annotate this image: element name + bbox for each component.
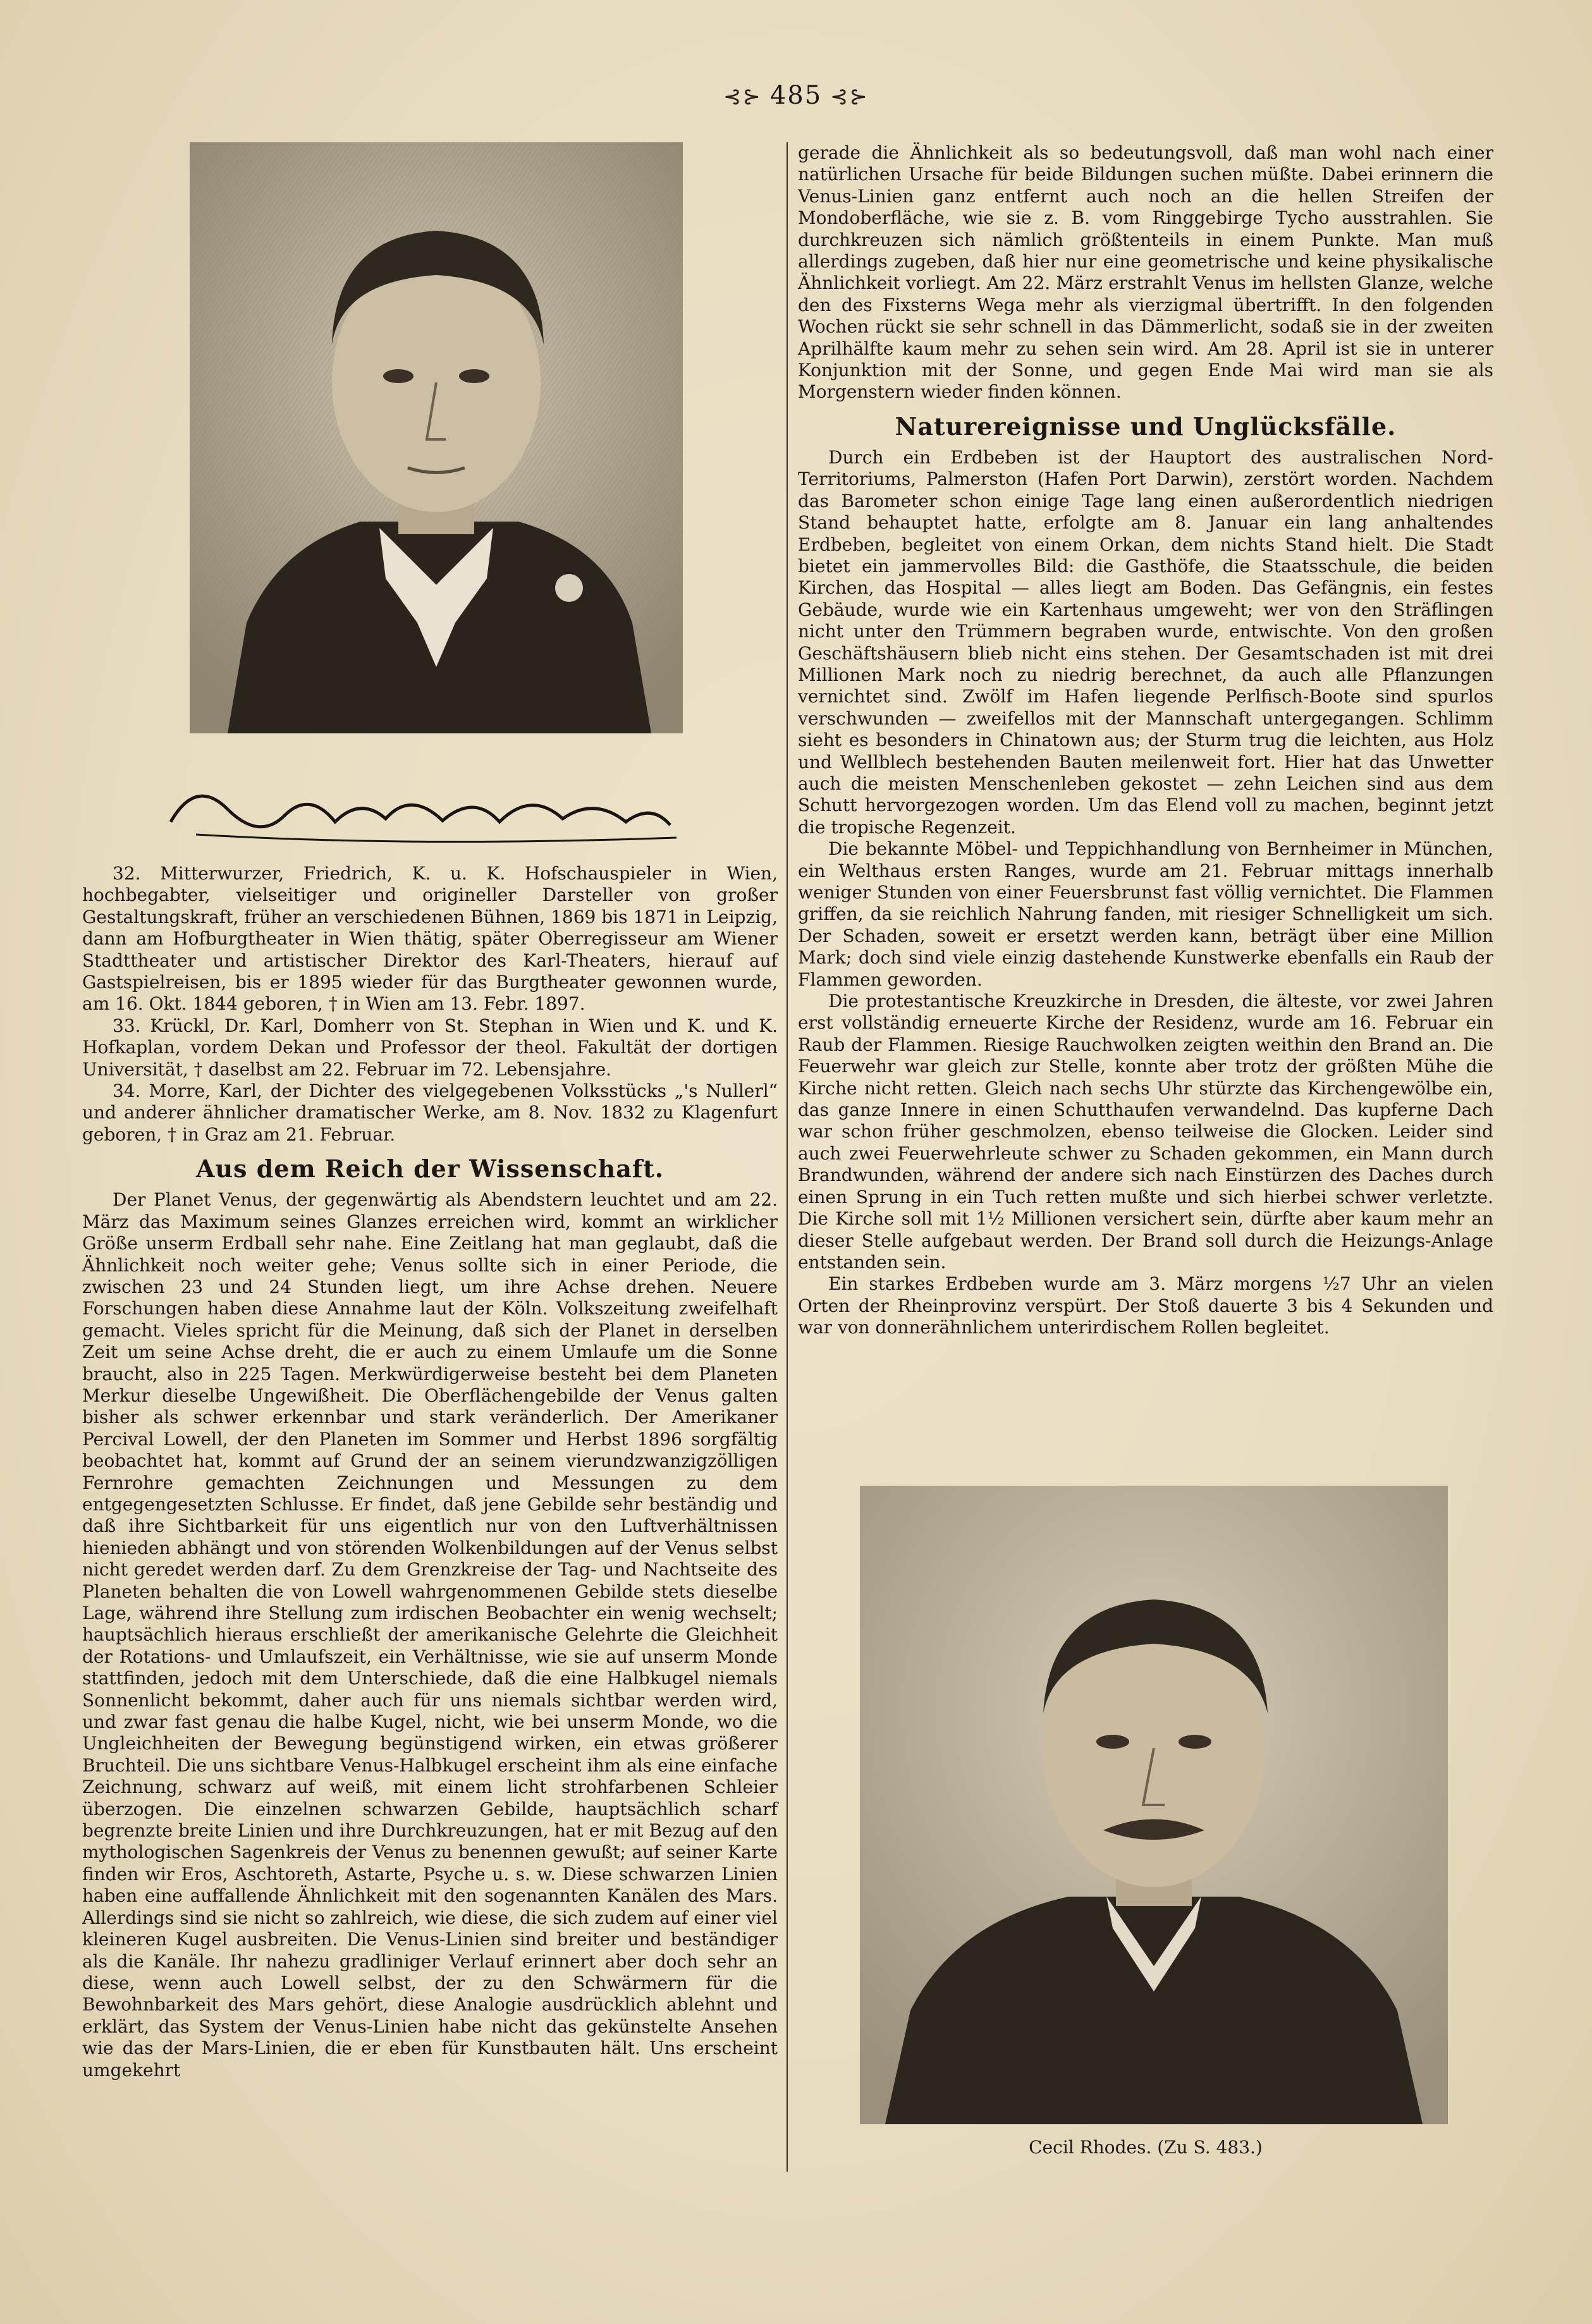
portrait-caption: Cecil Rhodes. (Zu S. 483.)	[1029, 2137, 1263, 2158]
portrait-engraving-icon	[190, 142, 683, 733]
obituary-entry-34: 34. Morre, Karl, der Dichter des vielgegebenen Volksstücks „'s Nullerl“ und anderer ähnlicher dramatischer Werke, am 8. Nov. 1832 zu Klagenfurt geboren, † in Graz am 21. Februar.	[82, 1080, 778, 1145]
portrait-mitterwurzer	[190, 142, 683, 733]
article-fire-kreuzkirche: Die protestantische Kreuzkirche in Dresden, die älteste, vor zwei Jahren erst vollständig erneuerte Kirche der Residenz, wurde am 16. Februar ein Raub der Flammen. Riesige Rauchwolken zeigten weithin den Brand an. Die Feuerwehr war gleich zur Stelle, konnte aber trotz der größten Mühe die Kirche nicht retten. Gleich nach sechs Uhr stürzte das Kirchengewölbe ein, das ganze Innere in einen Schutthaufen verwandelnd. Das kupferne Dach war schon früher geschmolzen, ebenso teilweise die Glocken. Leider sind auch zwei Feuerwehrleute schwer zu Schaden gekommen, ein Mann durch Brandwunden, während der andere sich nach Einstürzen des Daches durch einen Sprung in ein Tuch retten mußte und sich hierbei schwer verletzte. Die Kirche soll mit 1½ Millionen versichert sein, dürfte aber kaum mehr an dieser Stelle aufgebaut werden. Der Brand soll durch die Heizungs-Anlage entstanden sein.	[798, 991, 1493, 1273]
left-ornament-icon: ⊰⊱	[723, 84, 770, 109]
section-title-science: Aus dem Reich der Wissenschaft.	[195, 1154, 664, 1183]
page-number: 485	[769, 81, 823, 110]
signature-mitterwurzer	[158, 765, 689, 853]
section-title-natural-events: Naturereignisse und Unglücksfälle.	[895, 412, 1397, 441]
obituary-entry-33: 33. Krückl, Dr. Karl, Domherr von St. Stephan in Wien und K. und K. Hofkaplan, vordem Dekan und Professor der theol. Fakultät der dortigen Universität, † daselbst am 22. Februar im 72. Lebensjahre.	[82, 1015, 778, 1080]
column-divider	[787, 142, 788, 2172]
article-fire-bernheimer: Die bekannte Möbel- und Teppichhandlung von Bernheimer in München, ein Welthaus ersten Ranges, wurde am 21. Februar mittags innerhalb weniger Stunden von einer Feuersbrunst fast völlig vernichtet. Die Flammen griffen, da sie reichlich Nahrung fanden, mit riesiger Schnelligkeit um sich. Der Schaden, soweit er ersetzt werden kann, beträgt über eine Million Mark; doch sind viele einzig dastehende Kunstwerke ebenfalls ein Raub der Flammen geworden.	[798, 838, 1493, 990]
portrait-engraving-icon	[860, 1486, 1448, 2124]
article-earthquake-palmerston: Durch ein Erdbeben ist der Hauptort des australischen Nord-Territoriums, Palmerston (Hafen Port Darwin), zerstört worden. Nachdem das Barometer schon einige Tage lang einen außerordentlich niedrigen Stand behauptet hatte, erfolgte am 8. Januar ein lang anhaltendes Erdbeben, begleitet von einem Orkan, dem nichts Stand hielt. Die Stadt bietet ein jammervolles Bild: die Gasthöfe, die Staatsschule, die beiden Kirchen, das Hospital — alles liegt am Boden. Das Gefängnis, ein festes Gebäude, wurde wie ein Kartenhaus umgeweht; wer von den Sträflingen nicht unter den Trümmern begraben wurde, entwischte. Von den großen Geschäftshäusern blieb nicht eins stehen. Der Gesamtschaden ist mit drei Millionen Mark noch zu niedrig berechnet, da auch alle Pflanzungen vernichtet sind. Zwölf im Hafen liegende Perlfisch-Boote sind spurlos verschwunden — zweifellos mit der Mannschaft untergegangen. Schlimm sieht es besonders in Chinatown aus; der Sturm trug die leichten, aus Holz und Wellblech bestehenden Bauten meilenweit fort. Hier hat das Unwetter auch die meisten Menschenleben gekostet — zehn Leichen sind aus dem Schutt hervorgezogen worden. Um das Elend voll zu machen, beginnt jetzt die tropische Regenzeit.	[798, 446, 1493, 838]
right-ornament-icon: ⊰⊱	[822, 84, 869, 109]
left-column	[82, 863, 778, 2081]
portrait-cecil-rhodes	[860, 1486, 1448, 2124]
science-article-text: Der Planet Venus, der gegenwärtig als Abendstern leuchtet und am 22. März das Maximum seines Glanzes erreichen wird, kommt an wirklicher Größe unserm Erdball sehr nahe. Eine Zeitlang hat man geglaubt, daß die Ähnlichkeit noch weiter gehe; Venus sollte sich in einer Periode, die zwischen 23 und 24 Stunden liegt, um ihre Achse drehen. Neuere Forschungen haben diese Annahme laut der Köln. Volkszeitung zweifelhaft gemacht. Vieles spricht für die Meinung, daß sich der Planet in derselben Zeit um seine Achse dreht, die er auch zu einem Umlaufe um die Sonne braucht, also in 225 Tagen. Merkwürdigerweise besteht bei dem Planeten Merkur dieselbe Ungewißheit. Die Oberflächengebilde der Venus galten bisher als schwer erkennbar und stark veränderlich. Der Amerikaner Percival Lowell, der den Planeten im Sommer und Herbst 1896 sorgfältig beobachtet hat, kommt auf Grund der an seinem vierundzwanzigzölligen Fernrohre gemachten Zeichnungen und Messungen zu dem entgegengesetzten Schlusse. Er findet, daß jene Gebilde sehr beständig und daß ihre Sichtbarkeit für uns eigentlich nur von den Luftverhältnissen hienieden abhängt und von störenden Wolkenbildungen auf der Venus selbst nicht geredet werden darf. Zu dem Grenzkreise der Tag- und Nachtseite des Planeten behalten die von Lowell wahrgenommenen Gebilde stets dieselbe Lage, während ihre Stellung zum irdischen Beobachter ein wenig wechselt; hauptsächlich hieraus erschließt der amerikanische Gelehrte die Gleichheit der Rotations- und Umlaufszeit, ein Verhältnisse, wie sie auf unserm Monde stattfinden, jedoch mit dem Unterschiede, daß die eine Halbkugel niemals Sonnenlicht bekommt, daher auch für uns niemals sichtbar werden wird, und zwar fast genau die halbe Kugel, nicht, wie bei unserm Monde, wo die Ungleichheiten der Bewegung begünstigend wirken, ein etwas größerer Bruchteil. Die uns sichtbare Venus-Halbkugel erscheint ihm als eine einfache Zeichnung, schwarz auf weiß, mit einem licht strohfarbenen Schleier überzogen. Die einzelnen schwarzen Gebilde, hauptsächlich scharf begrenzte breite Linien und ihre Durchkreuzungen, hat er mit Bezug auf den mythologischen Sagenkreis der Venus zu benennen gewußt; auf seiner Karte finden wir Eros, Aschtoreth, Astarte, Psyche u. s. w. Diese schwarzen Linien haben eine auffallende Ähnlichkeit mit den sogenannten Kanälen des Mars. Allerdings sind sie nicht so zahlreich, wie diese, die sich zudem auf einer viel kleineren Kugel ausbreiten. Die Venus-Linien sind breiter und beständiger als die Kanäle. Ihr nahezu gradliniger Verlauf erinnert aber doch sehr an diese, wenn auch Lowell selbst, der zu den Schwärmern für die Bewohnbarkeit des Mars gehört, diese Analogie ausdrücklich ablehnt und erklärt, das System der Venus-Linien habe nicht das gekünstelte Ansehen wie das der Mars-Linien, die er eben für Kunstbauten hält. Uns erscheint umgekehrt	[82, 1189, 778, 2081]
obituary-entry-32: 32. Mitterwurzer, Friedrich, K. u. K. Hofschauspieler in Wien, hochbegabter, vielseitiger und origineller Darsteller von großer Gestaltungskraft, früher an verschiedenen Bühnen, 1869 bis 1871 in Leipzig, dann am Hofburgtheater in Wien thätig, später Oberregisseur am Wiener Stadttheater und artistischer Direktor des Karl-Theaters, hierauf auf Gastspielreisen, bis er 1895 wieder für das Burgtheater gewonnen wurde, am 16. Okt. 1844 geboren, † in Wien am 13. Febr. 1897.	[82, 863, 778, 1015]
right-column	[798, 142, 1493, 1339]
article-earthquake-rheinprovinz: Ein starkes Erdbeben wurde am 3. März morgens ½7 Uhr an vielen Orten der Rheinprovinz verspürt. Der Stoß dauerte 3 bis 4 Sekunden und war von donnerähnlichem unterirdischem Rollen begleitet.	[798, 1273, 1493, 1338]
page-number-header	[0, 81, 1592, 110]
science-article-continued: gerade die Ähnlichkeit als so bedeutungsvoll, daß man wohl nach einer natürlichen Ursache für beide Bildungen suchen müßte. Dabei erinnern die Venus-Linien ganz entfernt auch noch an die hellen Streifen der Mondoberfläche, wie sie z. B. vom Ringgebirge Tycho ausstrahlen. Sie durchkreuzen sich nämlich größtenteils in einem Punkte. Man muß allerdings zugeben, daß hier nur eine geometrische und keine physikalische Ähnlichkeit vorliegt. Am 22. März erstrahlt Venus im hellsten Glanze, welche den des Fixsterns Wega mehr als vierzigmal übertrifft. In den folgenden Wochen rückt sie sehr schnell in das Dämmerlicht, sodaß sie in der zweiten Aprilhälfte kaum mehr zu sehen sein wird. Am 28. April ist sie in unterer Konjunktion mit der Sonne, und gegen Ende Mai wird man sie als Morgenstern wieder finden können.	[798, 142, 1493, 403]
